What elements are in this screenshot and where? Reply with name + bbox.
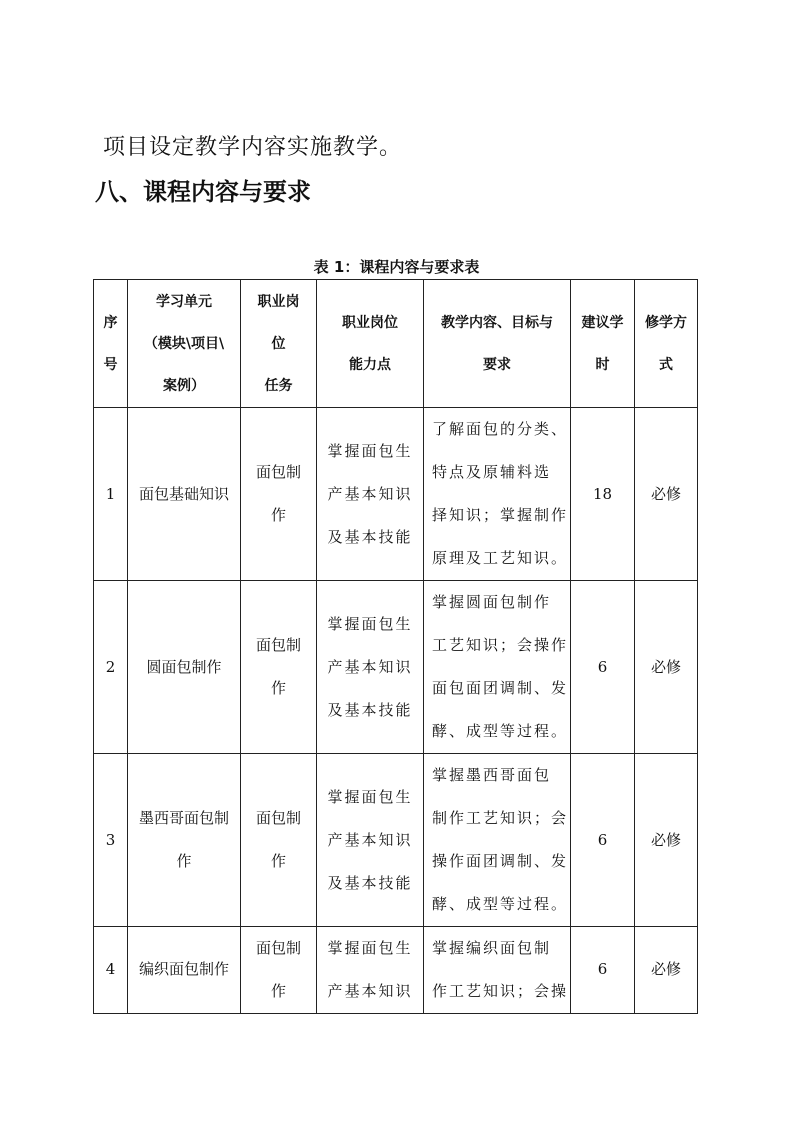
cell-no: 1 bbox=[94, 408, 128, 581]
header-hours: 建议学 时 bbox=[571, 280, 635, 408]
cell-unit: 圆面包制作 bbox=[128, 581, 241, 754]
cell-hours: 6 bbox=[571, 927, 635, 1014]
table-row bbox=[94, 927, 698, 1014]
cell-requirements: 了解面包的分类、 特点及原辅料选 择知识；掌握制作 原理及工艺知识。 bbox=[424, 408, 571, 581]
cell-ability: 掌握面包生 产基本知识 及基本技能 bbox=[317, 754, 424, 927]
header-mode: 修学方 式 bbox=[635, 280, 698, 408]
header-ability: 职业岗位 能力点 bbox=[317, 280, 424, 408]
cell-requirements: 掌握墨西哥面包 制作工艺知识；会 操作面团调制、发 酵、成型等过程。 bbox=[424, 754, 571, 927]
cell-ability: 掌握面包生 产基本知识 bbox=[317, 927, 424, 1014]
cell-unit: 编织面包制作 bbox=[128, 927, 241, 1014]
cell-hours: 18 bbox=[571, 408, 635, 581]
header-task: 职业岗 位 任务 bbox=[241, 280, 317, 408]
cell-ability: 掌握面包生 产基本知识 及基本技能 bbox=[317, 408, 424, 581]
cell-task: 面包制 作 bbox=[241, 927, 317, 1014]
intro-text: 项目设定教学内容实施教学。 bbox=[103, 135, 403, 160]
cell-mode: 必修 bbox=[635, 581, 698, 754]
section-heading: 八、课程内容与要求 bbox=[95, 178, 311, 206]
cell-mode: 必修 bbox=[635, 408, 698, 581]
cell-ability: 掌握面包生 产基本知识 及基本技能 bbox=[317, 581, 424, 754]
table-row bbox=[94, 408, 698, 581]
cell-unit: 面包基础知识 bbox=[128, 408, 241, 581]
cell-task: 面包制 作 bbox=[241, 581, 317, 754]
cell-requirements: 掌握圆面包制作 工艺知识；会操作 面包面团调制、发 酵、成型等过程。 bbox=[424, 581, 571, 754]
cell-mode: 必修 bbox=[635, 754, 698, 927]
cell-no: 3 bbox=[94, 754, 128, 927]
header-unit: 学习单元 （模块\项目\ 案例） bbox=[128, 280, 241, 408]
header-requirements: 教学内容、目标与 要求 bbox=[424, 280, 571, 408]
cell-mode: 必修 bbox=[635, 927, 698, 1014]
cell-task: 面包制 作 bbox=[241, 408, 317, 581]
table-row bbox=[94, 754, 698, 927]
table-header-row bbox=[94, 280, 698, 408]
course-content-table bbox=[93, 279, 698, 1014]
header-no: 序 号 bbox=[94, 280, 128, 408]
cell-requirements: 掌握编织面包制 作工艺知识；会操 bbox=[424, 927, 571, 1014]
table-caption: 表 1：课程内容与要求表 bbox=[313, 258, 480, 276]
cell-task: 面包制 作 bbox=[241, 754, 317, 927]
cell-hours: 6 bbox=[571, 581, 635, 754]
cell-no: 4 bbox=[94, 927, 128, 1014]
table-row bbox=[94, 581, 698, 754]
cell-no: 2 bbox=[94, 581, 128, 754]
cell-unit: 墨西哥面包制 作 bbox=[128, 754, 241, 927]
cell-hours: 6 bbox=[571, 754, 635, 927]
